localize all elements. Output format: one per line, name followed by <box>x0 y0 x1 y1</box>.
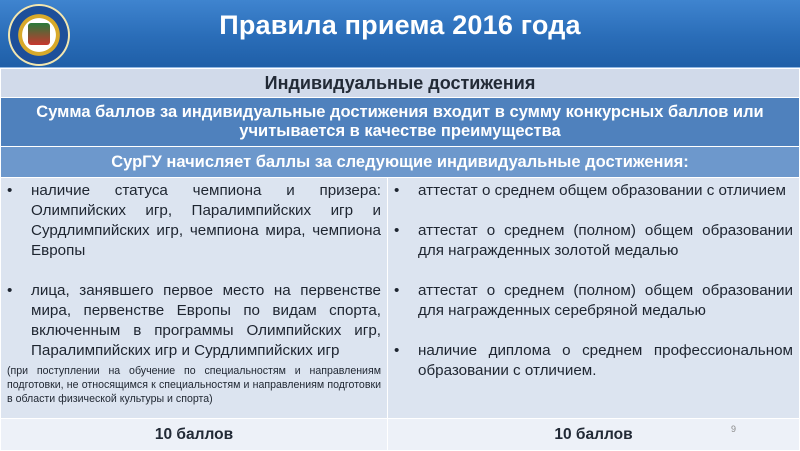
subheading-text: СурГУ начисляет баллы за следующие индивидуальные достижения: <box>1 147 800 178</box>
bullet-icon: • <box>394 182 400 199</box>
criteria-row <box>1 178 800 419</box>
list-item-text: наличие статуса чемпиона и призера: Олимпийских игр, Паралимпийских игр и Сурдлимпийских игр, чемпиона мира, чемпиона Европы <box>31 182 381 259</box>
achievements-table <box>0 68 800 451</box>
list-item <box>7 181 381 261</box>
points-right: 10 баллов <box>388 419 800 451</box>
list-item <box>394 281 793 321</box>
points-left: 10 баллов <box>1 419 388 451</box>
bullet-icon: • <box>7 282 13 299</box>
subheading-row <box>1 147 800 178</box>
bullet-icon: • <box>394 342 400 359</box>
list-item <box>7 281 381 361</box>
bullet-icon: • <box>394 222 400 239</box>
education-achievements-cell <box>388 178 800 419</box>
list-item <box>394 221 793 261</box>
bullet-icon: • <box>394 282 400 299</box>
list-item-text: лица, занявшего первое место на первенстве мира, первенстве Европы по видам спорта, включенным в программы Олимпийских игр, Паралимпийских игр и Сурдлимпийских игр <box>31 282 381 359</box>
list-item-text: аттестат о среднем (полном) общем образовании для награжденных золотой медалью <box>418 222 793 259</box>
footnote-text: (при поступлении на обучение по специальностям и направлениям подготовки, не относящимся к специальностям и направлениям подготовки в области физической культуры и спорта) <box>7 365 381 405</box>
list-item-text: аттестат о среднем общем образовании с отличием <box>418 182 786 199</box>
summary-text: Сумма баллов за индивидуальные достижения входит в сумму конкурсных баллов или учитывается в качестве преимущества <box>1 98 800 147</box>
points-row <box>1 419 800 451</box>
table-heading: Индивидуальные достижения <box>1 69 800 98</box>
page-number: 9 <box>731 424 737 434</box>
table-heading-row <box>1 69 800 98</box>
list-item-text: наличие диплома о среднем профессиональном образовании с отличием. <box>418 342 793 379</box>
list-item <box>394 181 793 201</box>
list-item-text: аттестат о среднем (полном) общем образовании для награжденных серебряной медалью <box>418 282 793 319</box>
sports-achievements-cell <box>1 178 388 419</box>
bullet-icon: • <box>7 182 13 199</box>
slide-title: Правила приема 2016 года <box>219 10 581 40</box>
summary-row <box>1 98 800 147</box>
list-item <box>394 341 793 381</box>
